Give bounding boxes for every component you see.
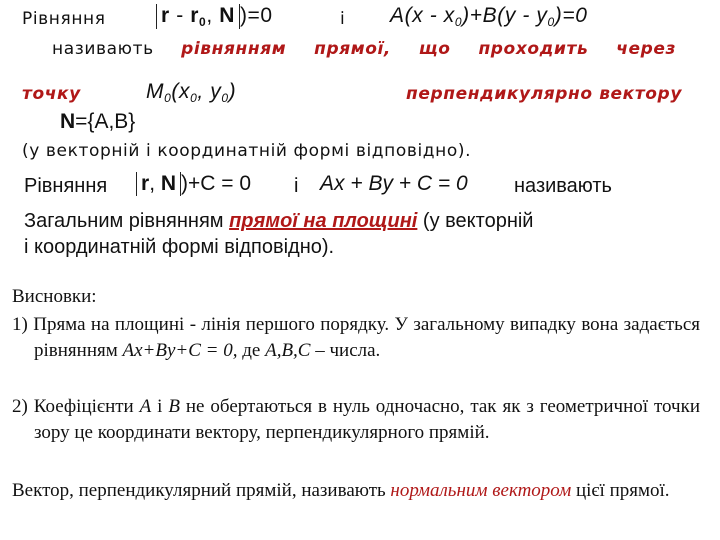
vector-equation-2: r, N )+C = 0	[136, 172, 251, 196]
conclusions-heading: Висновки:	[12, 286, 97, 307]
upper-line-1	[22, 4, 702, 34]
coordinate-equation-2: Ax + By + C = 0	[320, 172, 468, 195]
word-and-1: і	[340, 9, 346, 29]
upper-line-2: називають рівнянням прямої, що проходить через	[52, 39, 676, 59]
word-rivnyannya: Рівняння	[22, 9, 106, 29]
vector-n-definition: N={A,B}	[60, 110, 136, 133]
coordinate-equation-1: $A(x - x_0)+B(y - y_0)=0$	[390, 4, 588, 29]
middle-line-3: і координатній формі відповідно).	[24, 236, 335, 258]
conclusion-2: 2) Коефіцієнти A і B не обертаються в нуль одночасно, так як з геометричної точки зору це координати вектору, перпендикулярного прямій.	[12, 396, 700, 443]
middle-line-1: Рівняння r, N )+C = 0 і Ax + By + C = 0 називають	[24, 172, 612, 197]
vector-equation-1: r - $r_0$, N )=0	[156, 4, 273, 29]
point-m0: $M_0(x_0$, $y_0$)	[146, 80, 237, 105]
middle-line-2: Загальним рівнянням прямої на площині (у векторній	[24, 210, 534, 232]
conclusion-1: 1) Пряма на площині - лінія першого порядку. У загальному випадку вона задається рівнянням Ax+By+C = 0, де A,B,C – числа.	[12, 314, 700, 361]
upper-line-3: точку $M_0(x_0$, $y_0$) перпендикулярно вектору	[22, 80, 682, 105]
conclusion-3: Вектор, перпендикулярний прямій, називають нормальним вектором цієї прямої.	[12, 480, 670, 501]
upper-line-5: (у векторній і координатній формі відповідно).	[22, 141, 472, 161]
